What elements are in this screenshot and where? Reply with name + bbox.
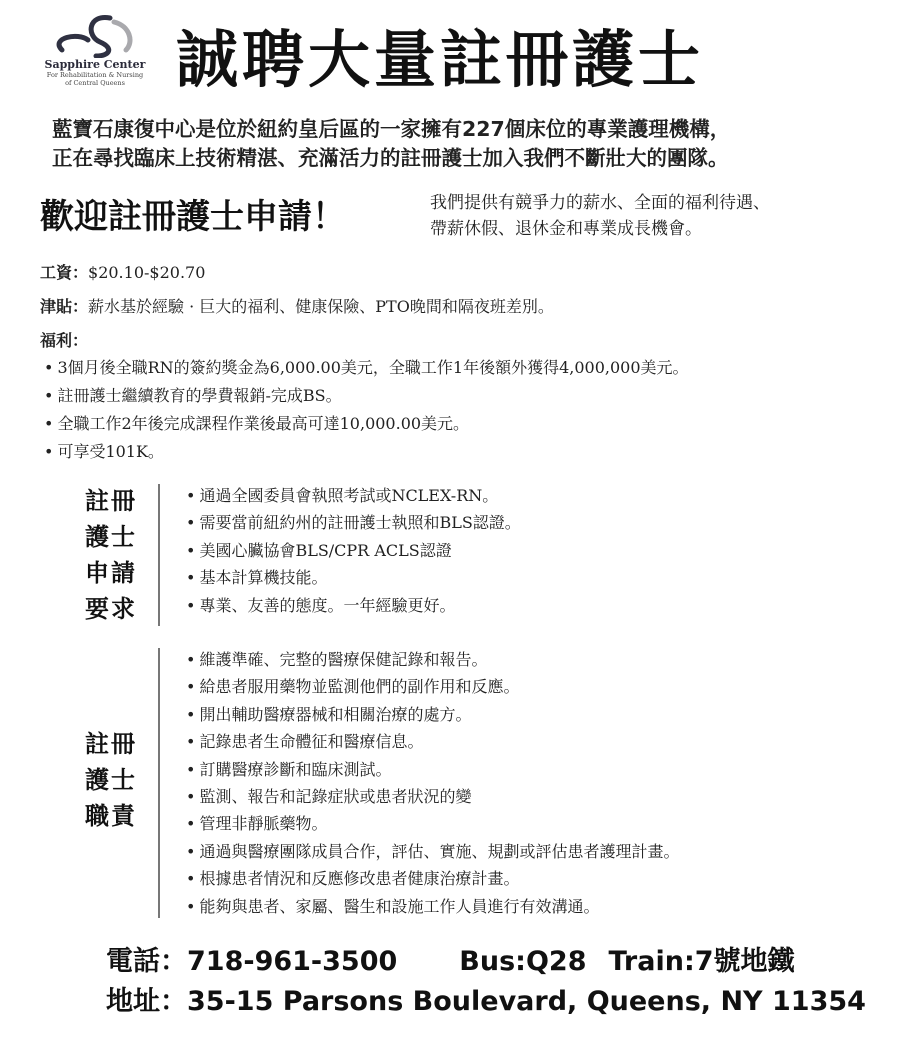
list-item — [186, 756, 679, 783]
list-item — [186, 509, 521, 536]
label-line: 護士 — [85, 766, 137, 794]
section-divider — [158, 648, 160, 918]
bullet-icon: • — [186, 841, 196, 861]
label-line: 要求 — [85, 595, 137, 623]
bullet-icon: • — [186, 568, 196, 588]
benefits-heading — [40, 328, 900, 351]
bullet-icon: • — [186, 786, 196, 806]
list-item — [186, 783, 679, 810]
list-item — [186, 893, 679, 920]
requirement-text: 需要當前紐約州的註冊護士執照和BLS認證。 — [199, 513, 521, 533]
list-item — [186, 564, 521, 591]
allowance-label: 津貼： — [40, 297, 89, 316]
address-line — [106, 982, 866, 1022]
list-item — [186, 728, 679, 755]
logo-subtitle-2: of Central Queens — [65, 79, 125, 87]
train-info: Train:7號地鐵 — [608, 946, 795, 977]
section-divider — [158, 484, 160, 626]
bullet-icon: • — [44, 386, 54, 405]
list-item — [186, 482, 521, 509]
allowance-value: 薪水基於經驗 · 巨大的福利、健康保險、PTO晚間和隔夜班差別。 — [88, 297, 554, 316]
requirements-label — [76, 483, 146, 627]
requirement-text: 美國心臟協會BLS/CPR ACLS認證 — [199, 540, 452, 560]
phone-number[interactable]: 電話：718-961-3500 — [106, 946, 398, 977]
sapphire-center-logo — [40, 12, 160, 102]
list-item — [186, 810, 679, 837]
label-line: 註冊 — [85, 730, 137, 758]
requirements-list — [186, 482, 521, 619]
page-title: 誠聘大量註冊護士 — [176, 23, 705, 96]
salary-label: 工資： — [40, 263, 89, 282]
benefits-label: 福利： — [40, 331, 89, 350]
duty-text: 給患者服用藥物並監測他們的副作用和反應。 — [199, 677, 520, 697]
list-item — [44, 410, 904, 438]
list-item — [44, 354, 904, 382]
logo-name: Sapphire Center — [44, 58, 146, 71]
bullet-icon: • — [44, 414, 54, 433]
benefits-list — [44, 354, 904, 466]
duty-text: 訂購醫療診斷和臨床測試。 — [199, 759, 392, 779]
welcome-heading: 歡迎註冊護士申請！ — [40, 197, 346, 237]
bullet-icon: • — [44, 358, 54, 377]
address-text: 地址：35-15 Parsons Boulevard, Queens, NY 11354 — [106, 986, 866, 1017]
benefit-text: 可享受101K。 — [57, 442, 164, 461]
bus-info: Bus:Q28 — [459, 946, 587, 977]
list-item — [186, 592, 521, 619]
benefit-text: 全職工作2年後完成課程作業後最高可達10,000.00美元。 — [57, 414, 470, 433]
list-item — [186, 865, 679, 892]
duty-text: 監測、報告和記錄症狀或患者狀況的變 — [199, 786, 472, 806]
list-item — [186, 537, 521, 564]
bullet-icon: • — [186, 896, 196, 916]
bullet-icon: • — [44, 442, 54, 461]
offer-line: 帶薪休假、退休金和專業成長機會。 — [430, 219, 702, 239]
label-line: 護士 — [85, 523, 137, 551]
salary-row — [40, 260, 900, 283]
bullet-icon: • — [186, 540, 196, 560]
benefit-text: 3個月後全職RN的簽約獎金為6,000.00美元，全職工作1年後額外獲得4,000,000美元。 — [57, 358, 689, 377]
offer-line: 我們提供有競爭力的薪水、全面的福利待遇、 — [430, 193, 770, 213]
logo-subtitle-1: For Rehabilitation & Nursing — [46, 71, 144, 79]
bullet-icon: • — [186, 677, 196, 697]
bullet-icon: • — [186, 814, 196, 834]
benefit-text: 註冊護士繼續教育的學費報銷-完成BS。 — [57, 386, 342, 405]
bullet-icon: • — [186, 595, 196, 615]
list-item — [44, 438, 904, 466]
contact-line — [106, 942, 795, 982]
bullet-icon: • — [186, 759, 196, 779]
duty-text: 能夠與患者、家屬、醫生和設施工作人員進行有效溝通。 — [199, 896, 600, 916]
duty-text: 開出輔助醫療器械和相關治療的處方。 — [199, 704, 472, 724]
duty-text: 記錄患者生命體征和醫療信息。 — [199, 732, 424, 752]
duty-text: 維護準確、完整的醫療保健記錄和報告。 — [199, 650, 488, 669]
requirement-text: 專業、友善的態度。一年經驗更好。 — [199, 595, 456, 615]
bullet-icon: • — [186, 869, 196, 889]
duties-label — [76, 726, 146, 834]
bullet-icon: • — [186, 704, 196, 724]
duty-text: 通過與醫療團隊成員合作，評估、實施、規劃或評估患者護理計畫。 — [199, 841, 680, 861]
logo-mark-icon — [48, 12, 144, 58]
duty-text: 根據患者情況和反應修改患者健康治療計畫。 — [199, 869, 520, 889]
intro-line: 藍寶石康復中心是位於紐約皇后區的一家擁有227個床位的專業護理機構， — [52, 117, 731, 141]
list-item — [186, 646, 679, 673]
bullet-icon: • — [186, 513, 196, 533]
intro-paragraph — [52, 115, 892, 173]
duty-text: 管理非靜脈藥物。 — [199, 814, 328, 834]
list-item — [186, 838, 679, 865]
label-line: 申請 — [85, 559, 137, 587]
salary-value: $20.10-$20.70 — [88, 263, 206, 282]
bullet-icon: • — [186, 732, 196, 752]
label-line: 職責 — [85, 802, 137, 830]
label-line: 註冊 — [85, 487, 137, 515]
requirement-text: 基本計算機技能。 — [199, 568, 328, 588]
bullet-icon: • — [186, 486, 196, 505]
list-item — [44, 382, 904, 410]
duties-list — [186, 646, 679, 920]
list-item — [186, 673, 679, 700]
requirement-text: 通過全國委員會執照考試或NCLEX-RN。 — [199, 486, 499, 505]
bullet-icon: • — [186, 650, 196, 669]
allowance-row — [40, 294, 900, 317]
list-item — [186, 701, 679, 728]
intro-line: 正在尋找臨床上技術精湛、充滿活力的註冊護士加入我們不斷壯大的團隊。 — [52, 146, 729, 170]
offer-text — [430, 190, 890, 242]
